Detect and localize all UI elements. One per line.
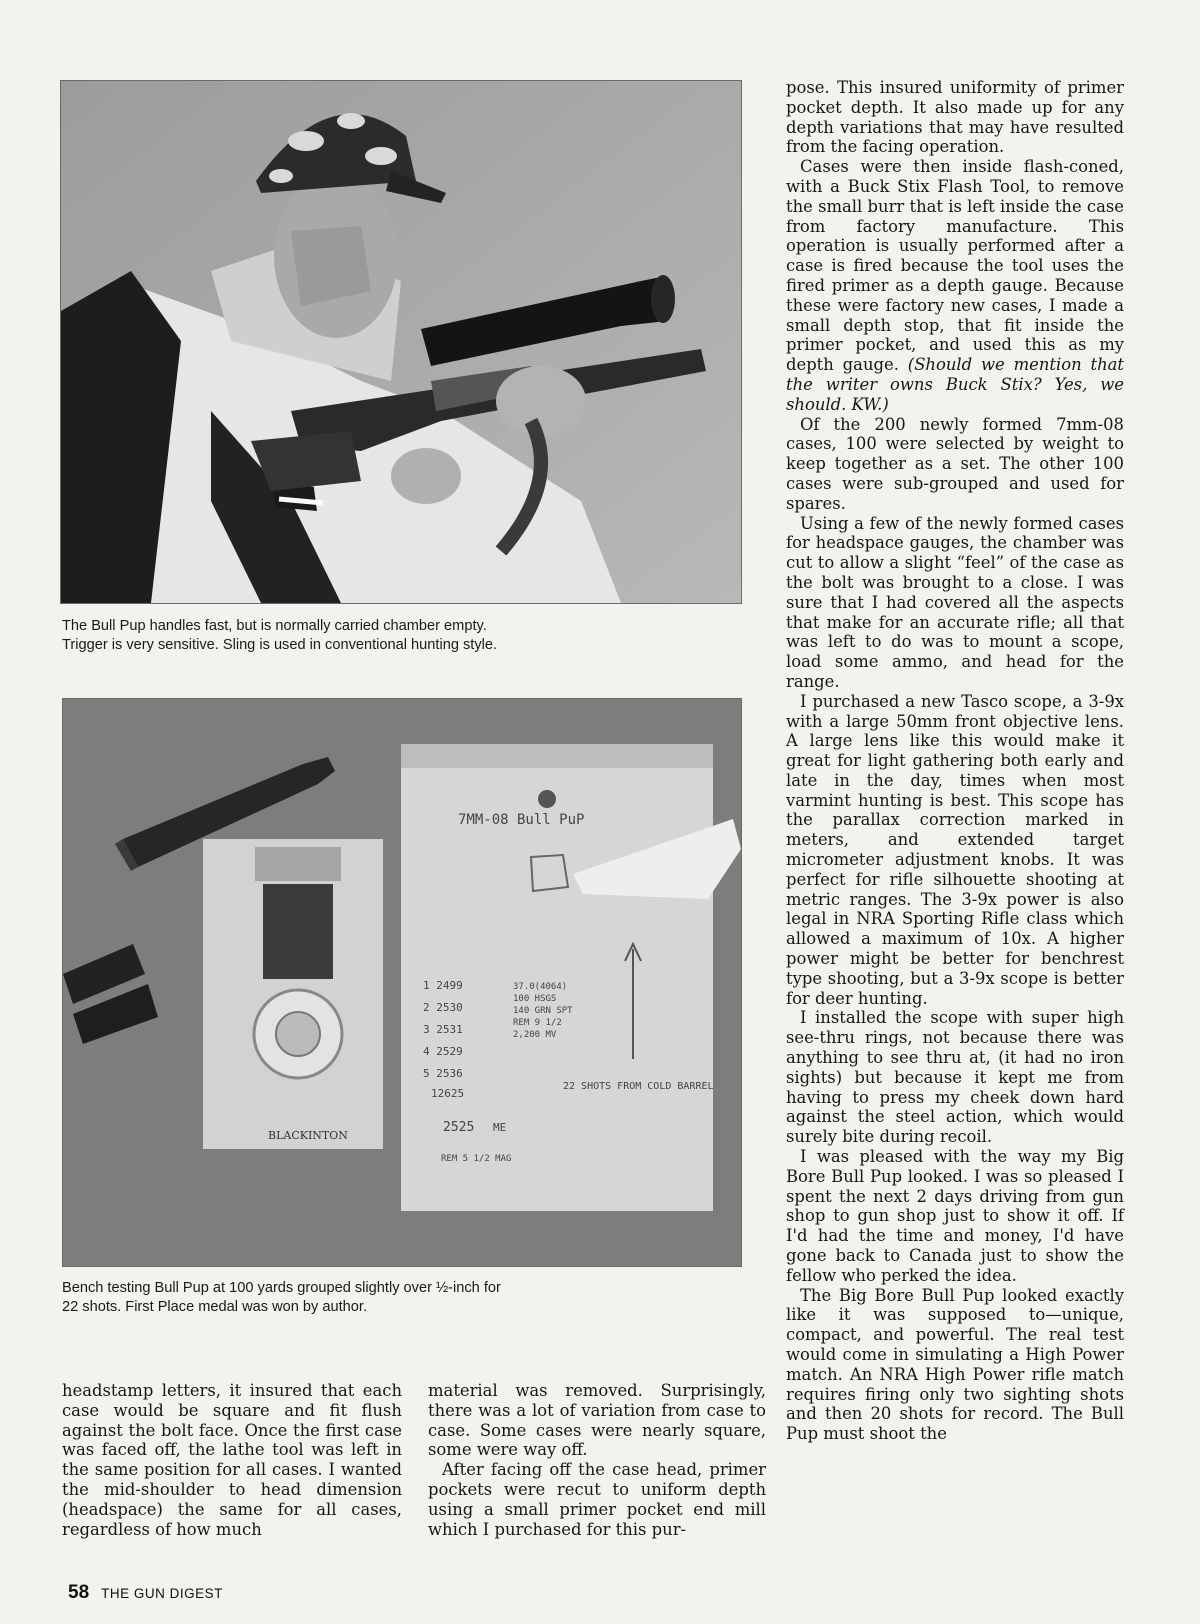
- medal-maker-mark: BLACKINTON: [268, 1129, 348, 1142]
- notebook-average-note: ME: [493, 1121, 507, 1134]
- notebook-load-note: 37.0(4064): [513, 982, 568, 992]
- notebook-load-note: 100 HSGS: [513, 994, 557, 1004]
- paragraph: I purchased a new Tasco scope, a 3-9x with a large 50mm front objective lens. A large lens like this would make it great for light gathering both early and late in the day, times when most varmint hunting is best. This scope has the parallax correction marked in meters, and extended target micrometer adjustment knobs. It was perfect for rifle silhouette shooting at metric ranges. The 3-9x power is also legal in NRA Sporting Rifle class which allowed a maximum of 10x. A higher power might be better for benchrest type shooting, but a 3-9x scope is better for deer hunting.: [786, 691, 1124, 1008]
- notebook-reading: 3 2531: [423, 1023, 463, 1036]
- paragraph: material was removed. Surprisingly, there was a lot of variation from case to case. Some cases were nearly square, some were way off.: [428, 1381, 766, 1460]
- photo-bench-test: [62, 698, 742, 1267]
- paragraph: pose. This insured uniformity of primer pocket depth. It also made up for any depth variations that may have resulted from the facing operation.: [786, 78, 1124, 157]
- notebook-average: 2525: [443, 1120, 475, 1135]
- notebook-total: 12625: [431, 1087, 465, 1100]
- notebook-reading: 4 2529: [423, 1045, 463, 1058]
- paragraph: I was pleased with the way my Big Bore Bull Pup looked. I was so pleased I spent the next 2 days driving from gun shop to gun shop just to show it off. If I'd had the time and money, I'd have gone back to Canada just to show the fellow who perked the idea.: [786, 1147, 1124, 1285]
- photo-rifleman: [60, 80, 742, 604]
- notebook-bottom-note: REM 5 1/2 MAG: [441, 1154, 512, 1164]
- rifleman-illustration: [61, 81, 741, 603]
- notebook-title: 7MM-08 Bull PuP: [458, 812, 585, 828]
- editor-note: (Should we mention that the writer owns Buck Stix? Yes, we should. KW.): [786, 355, 1124, 414]
- paragraph-text: Cases were then inside flash-coned, with a Buck Stix Flash Tool, to remove the small burr that is left inside the case from factory manufacture. This operation is usually performed after a case is fired because the tool uses the fired primer as a depth gauge. Because these were factory new cases, I made a small depth stop, that fit inside the primer pocket, and used this as my depth gauge.: [786, 157, 1124, 375]
- paragraph: Of the 200 newly formed 7mm-08 cases, 100 were selected by weight to keep together as a set. The other 100 cases were sub-grouped and used for spares.: [786, 414, 1124, 513]
- paragraph: I installed the scope with super high see-thru rings, not because there was anything to see thru at, (it had no iron sights) but because it kept me from having to press my cheek down hard against the steel action, which would surely bite during recoil.: [786, 1008, 1124, 1147]
- publication-name: THE GUN DIGEST: [101, 1586, 223, 1601]
- photo-rifleman-caption: The Bull Pup handles fast, but is normally carried chamber empty. Trigger is very sensitive. Sling is used in conventional hunting style.: [62, 618, 498, 653]
- paragraph: The Big Bore Bull Pup looked exactly like it was supposed to—unique, compact, and powerful. The real test would come in simulating a High Power match. An NRA High Power rifle match requires firing only two sighting shots and then 20 shots for record. The Bull Pup must shoot the: [786, 1285, 1124, 1444]
- paragraph: Using a few of the newly formed cases for headspace gauges, the chamber was cut to allow a slight “feel” of the case as the bolt was brought to a close. I was sure that I had covered all the aspects that make for an accurate rifle; all that was left to do was to mount a scope, load some ammo, and head for the range.: [786, 513, 1124, 691]
- article-column-right: [786, 78, 1124, 1444]
- notebook-reading: 5 2536: [423, 1067, 463, 1080]
- notebook-load-note: 2,200 MV: [513, 1030, 557, 1040]
- article-column-bottom-middle: [428, 1381, 766, 1539]
- page-number: 58: [68, 1582, 90, 1603]
- page-footer: [68, 1582, 223, 1604]
- notebook-shots-note: 22 SHOTS FROM COLD BARREL: [563, 1081, 714, 1092]
- notebook-load-note: REM 9 1/2: [513, 1018, 562, 1028]
- paragraph: headstamp letters, it insured that each case would be square and fit flush against the bolt face. Once the first case was faced off, the lathe tool was left in the same position for all cases. I wanted the mid-shoulder to head dimension (headspace) the same for all cases, regardless of how much: [62, 1381, 402, 1539]
- notebook-reading: 1 2499: [423, 979, 463, 992]
- bench-test-illustration: [63, 699, 741, 1266]
- article-column-bottom-left: [62, 1381, 402, 1539]
- paragraph: After facing off the case head, primer pockets were recut to uniform depth using a small primer pocket end mill which I purchased for this pur-: [428, 1460, 766, 1539]
- notebook-load-note: 140 GRN SPT: [513, 1006, 573, 1016]
- paragraph: [786, 157, 1124, 414]
- photo-bench-test-caption: Bench testing Bull Pup at 100 yards grouped slightly over ½-inch for 22 shots. First Place medal was won by author.: [62, 1280, 501, 1315]
- notebook-reading: 2 2530: [423, 1001, 463, 1014]
